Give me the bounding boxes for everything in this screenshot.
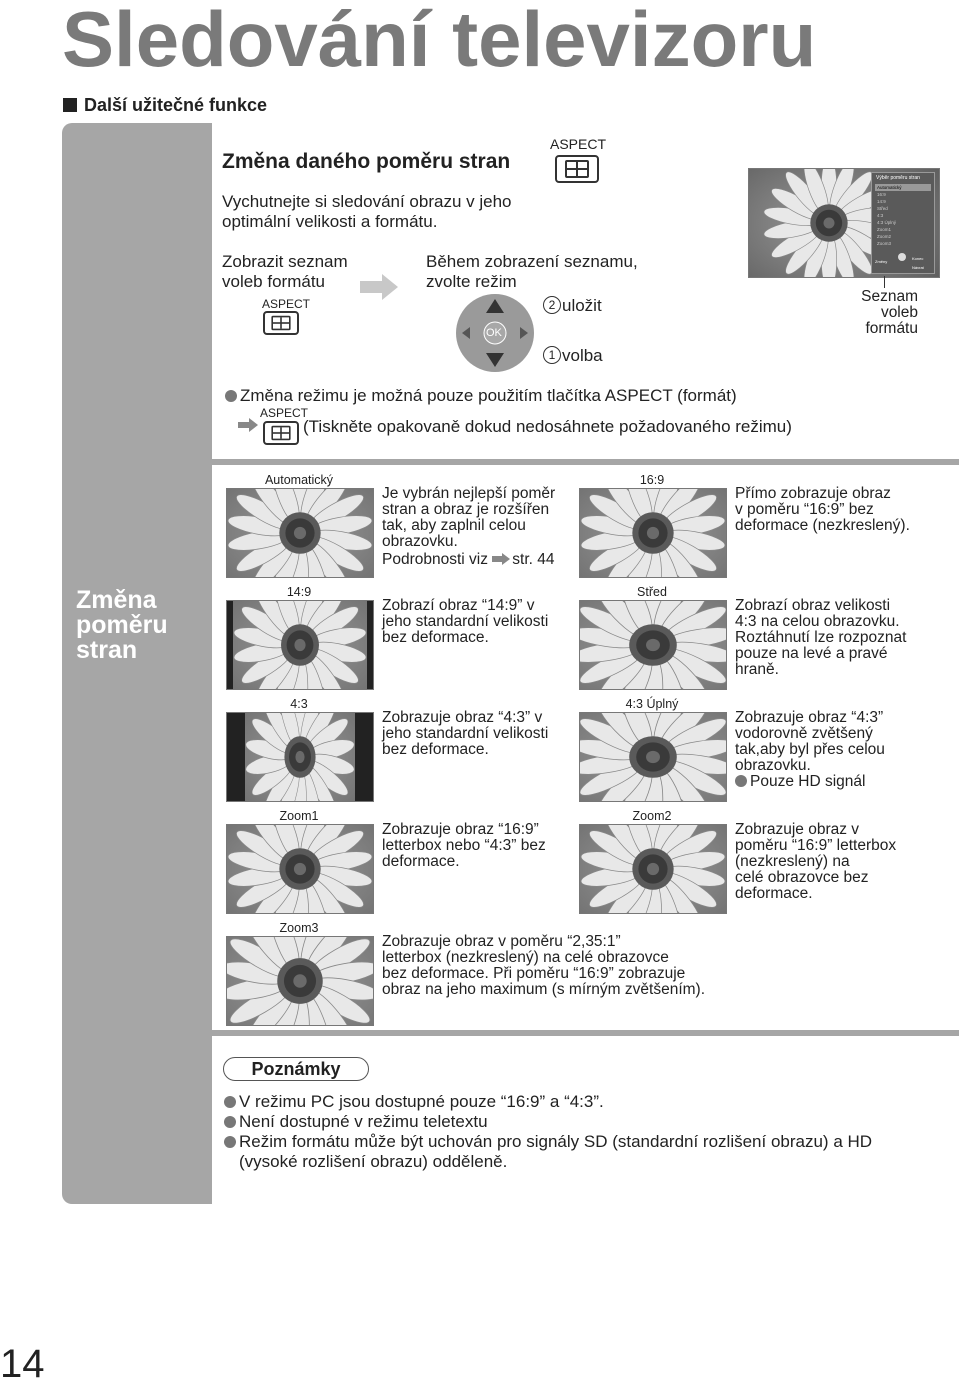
bullet-icon bbox=[735, 775, 747, 787]
mode-preview-image bbox=[579, 600, 727, 690]
store-number: 2 bbox=[543, 296, 561, 314]
aspect-menu-title: Výběr poměru stran bbox=[876, 175, 920, 181]
bullet-icon bbox=[224, 1116, 236, 1128]
menu-footer-left: Změny bbox=[875, 259, 888, 264]
mode-description: Zobrazí obraz velikosti 4:3 na celou obrazovku. Roztáhnutí lze rozpoznat pouze na levé a pravé hraně. bbox=[735, 597, 907, 678]
menu-nav-icon bbox=[898, 253, 906, 261]
step1-aspect-button[interactable] bbox=[263, 311, 299, 335]
mode-caption: 14:9 bbox=[286, 585, 312, 599]
mode-preview-image bbox=[226, 488, 374, 578]
mode-description: Zobrazuje obraz “16:9” letterbox nebo “4:3” bez deformace. bbox=[382, 821, 546, 870]
select-label: volba bbox=[562, 346, 603, 365]
mode-caption: Zoom2 bbox=[632, 809, 672, 823]
note-item-cont: (vysoké rozlišení obrazu) odděleně. bbox=[239, 1152, 508, 1171]
menu-caption: Seznam voleb formátu bbox=[861, 288, 918, 337]
aspect-intro: Vychutnejte si sledování obrazu v jeho optimální velikosti a formátu. bbox=[222, 192, 512, 231]
bullet-icon bbox=[224, 1096, 236, 1108]
menu-screenshot bbox=[748, 168, 940, 278]
mode-description: Zobrazuje obraz “4:3” vodorovně zvětšený tak,aby byl přes celou obrazovku. Pouze HD signál bbox=[735, 709, 885, 790]
arrow-right-icon bbox=[492, 553, 512, 565]
page-number: 14 bbox=[0, 1342, 45, 1386]
note-item: Režim formátu může být uchován pro signály SD (standardní rozlišení obrazu) a HD bbox=[224, 1132, 872, 1152]
menu-callout-line bbox=[884, 276, 885, 288]
side-label: Změna poměru stran bbox=[76, 586, 168, 664]
section-divider bbox=[212, 459, 959, 465]
aspect-icon bbox=[565, 160, 589, 178]
mode-preview-image bbox=[579, 824, 727, 914]
mode-bullet-note: Pouze HD signál bbox=[735, 774, 885, 790]
aspect-menu-item[interactable]: 4:3 bbox=[877, 213, 884, 218]
note-item: Není dostupné v režimu teletextu bbox=[224, 1112, 872, 1132]
mode-caption: Zoom1 bbox=[279, 809, 319, 823]
note2-aspect-label: ASPECT bbox=[260, 406, 309, 420]
aspect-menu-item[interactable]: Střed bbox=[877, 206, 888, 211]
mode-description: Přímo zobrazuje obraz v poměru “16:9” bez deformace (nezkreslený). bbox=[735, 485, 910, 534]
notes-list bbox=[224, 1092, 872, 1172]
step1-aspect-label: ASPECT bbox=[262, 297, 311, 311]
mode-description: Zobrazí obraz “14:9” v jeho standardní velikosti bez deformace. bbox=[382, 597, 549, 646]
store-label: uložit bbox=[562, 296, 602, 315]
select-number: 1 bbox=[543, 346, 561, 364]
mode-preview-image bbox=[579, 488, 727, 578]
aspect-menu-item[interactable]: Zoom3 bbox=[877, 241, 892, 246]
mode-preview-image bbox=[226, 824, 374, 914]
bullet-icon bbox=[224, 1136, 236, 1148]
mode-description: Zobrazuje obraz v poměru “2,35:1” letterbox (nezkreslený) na celé obrazovce bez deformace. Při poměru “16:9” zobrazuje obraz na jeho maximum (s mírným zvětšením). bbox=[382, 933, 706, 998]
menu-footer-right1: Konec bbox=[912, 256, 924, 261]
step1-text: Zobrazit seznam voleb formátu bbox=[222, 252, 348, 291]
mode-description: Zobrazuje obraz v poměru “16:9” letterbox (nezkreslený) na celé obrazovce bez deformace. bbox=[735, 821, 897, 902]
mode-caption: 4:3 bbox=[290, 697, 308, 711]
mode-preview-image bbox=[226, 936, 374, 1026]
mode-preview-image bbox=[579, 712, 727, 802]
mode-reference[interactable]: Podrobnosti viz str. 44 bbox=[382, 551, 555, 568]
ok-label: OK bbox=[486, 327, 502, 339]
mode-caption: Střed bbox=[637, 585, 667, 599]
aspect-icon bbox=[271, 316, 290, 330]
aspect-menu-item[interactable]: Automatický bbox=[875, 184, 931, 191]
page-title: Sledování televizoru bbox=[62, 0, 817, 83]
mode-caption: 16:9 bbox=[639, 473, 665, 487]
aspect-menu-item[interactable]: Zoom2 bbox=[877, 234, 892, 239]
mode-preview-image bbox=[226, 712, 374, 802]
aspect-menu-list bbox=[872, 184, 934, 247]
section-title: Další užitečné funkce bbox=[84, 95, 268, 115]
aspect-menu-item[interactable]: 16:9 bbox=[877, 192, 886, 197]
mode-description: Je vybrán nejlepší poměr stran a obraz je rozšířen tak, aby zaplnil celou obrazovku. Podrobnosti viz str. 44 bbox=[382, 485, 556, 568]
mode-caption: Zoom3 bbox=[279, 921, 319, 935]
arrow-right-icon bbox=[238, 418, 260, 432]
note-aspect-only: Změna režimu je možná pouze použitím tlačítka ASPECT (formát) bbox=[225, 386, 737, 406]
menu-footer-right2: Návrat bbox=[912, 265, 924, 270]
aspect-menu-item[interactable]: Zoom1 bbox=[877, 227, 892, 232]
mode-preview-image bbox=[226, 600, 374, 690]
mode-caption: 4:3 Úplný bbox=[625, 697, 679, 711]
aspect-menu bbox=[871, 172, 935, 274]
bullet-icon bbox=[225, 390, 237, 402]
step2-text: Během zobrazení seznamu, zvolte režim bbox=[426, 252, 638, 291]
mode-description: Zobrazuje obraz “4:3” v jeho standardní velikosti bez deformace. bbox=[382, 709, 549, 758]
notes-title: Poznámky bbox=[223, 1057, 369, 1081]
section-marker bbox=[63, 98, 77, 112]
aspect-heading: Změna daného poměru stran bbox=[222, 150, 511, 173]
aspect-icon bbox=[271, 426, 290, 440]
note-repeat: (Tiskněte opakovaně dokud nedosáhnete požadovaného režimu) bbox=[303, 417, 792, 436]
section-divider bbox=[212, 1030, 959, 1036]
aspect-label: ASPECT bbox=[550, 136, 607, 152]
note-item: V režimu PC jsou dostupné pouze “16:9” a “4:3”. bbox=[224, 1092, 872, 1112]
step-arrow-icon bbox=[360, 272, 400, 302]
aspect-button[interactable] bbox=[555, 155, 599, 183]
aspect-menu-item[interactable]: 4:3 Úplný bbox=[877, 220, 897, 225]
note2-aspect-button[interactable] bbox=[263, 421, 299, 445]
mode-caption: Automatický bbox=[264, 473, 334, 487]
aspect-menu-item[interactable]: 14:9 bbox=[877, 199, 886, 204]
